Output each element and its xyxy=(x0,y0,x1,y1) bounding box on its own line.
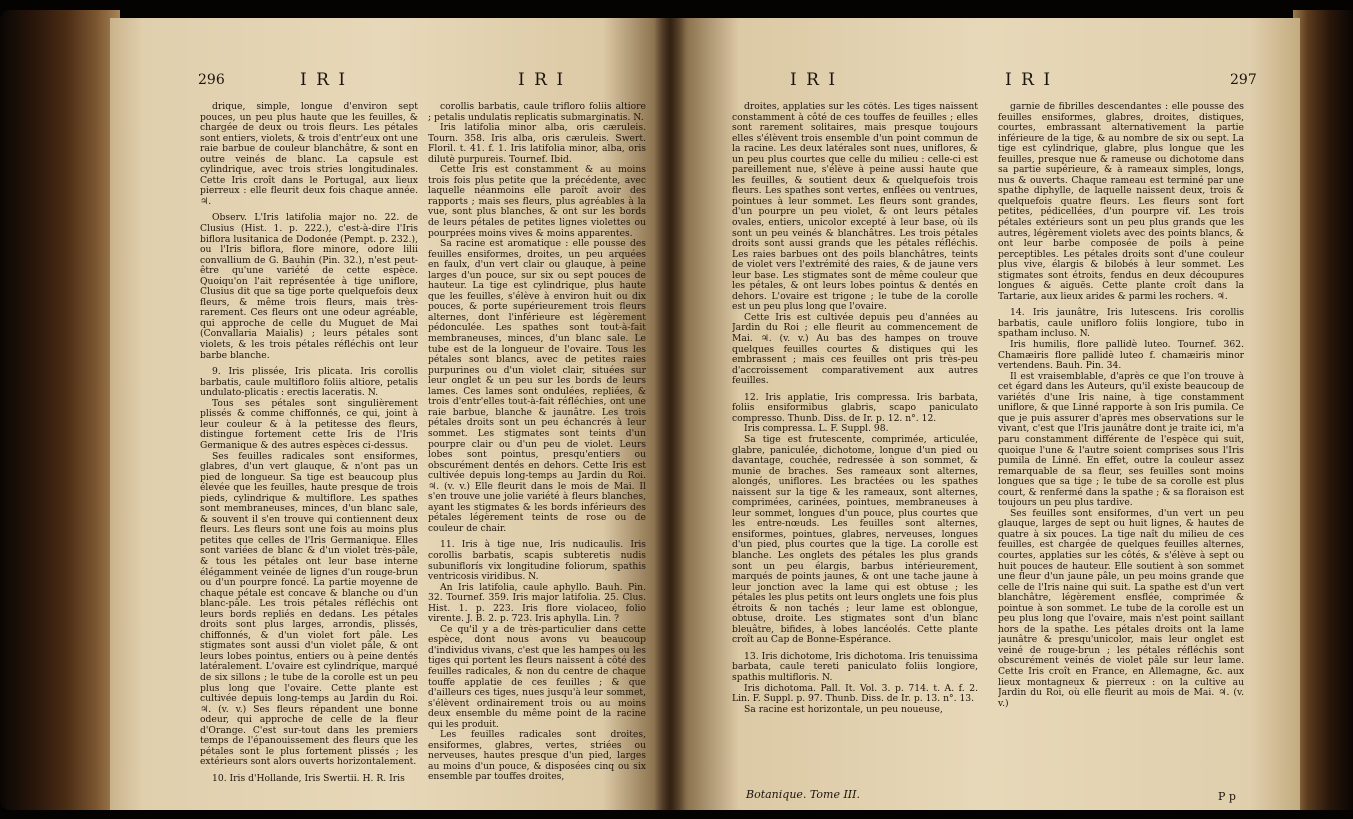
right-page xyxy=(670,18,1300,810)
text-column xyxy=(732,102,978,774)
text-column xyxy=(428,102,646,802)
paragraph: Ses feuilles radicales sont ensiformes, glabres, d'un vert glauque, & n'ont pas un pied de longueur. Sa tige est beaucoup plus élevée que les feuilles, haute presque de trois pieds, cylindrique & multiflore. Les spathes sont membraneuses, minces, d'un blanc sale, & souvent il s'en trouve qui contiennent deux fleurs. Les fleurs sont une fois au moins plus petites que celles de l'Iris Germanique. Elles sont variées de blanc & d'un violet très-pâle, & tous les pétales ont leur base interne élégamment veinée de lignes d'un rouge-brun ou d'un pourpre foncé. La partie moyenne de chaque pétale est concave & blanche ou d'un blanc-pâle. Les trois pétales réfléchis ont leurs bords repliés en dedans. Les pétales droits sont plus larges, arrondis, plissés, chiffonnés, & d'un violet fort pâle. Les stigmates sont aussi d'un violet pâle, & ont leurs lobes pointus, entiers ou à peine dentés latéralement. L'ovaire est cylindrique, marqué de six sillons ; le tube de la corolle est un peu plus long que l'ovaire. Cette plante est cultivée depuis long-temps au Jardin du Roi. ♃. (v. v.) Ses fleurs répandent une bonne odeur, qui approche de celle de la fleur d'Orange. C'est sur-tout dans les premiers temps de l'épanouissement des fleurs que les pétales sont le plus fortement plissés ; les extérieurs sont alors ouverts horizontalement. xyxy=(200,450,418,768)
paragraph: An Iris latifolia, caule aphyllo. Bauh. Pin. 32. Tournef. 359. Iris major latifolia. 25. Clus. Hist. 1. p. 223. Iris flore violaceo, folio virente. J. B. 2. p. 723. Iris aphylla. Lin. ? xyxy=(428,581,646,625)
paragraph: 12. Iris applatie, Iris compressa. Iris barbata, foliis ensiformibus glabris, scapo paniculato compresso. Thunb. Diss. de Ir. p. 12. n°. 12. xyxy=(732,391,978,424)
running-header: I R I xyxy=(790,70,838,90)
volume-footer: Botanique. Tome III. xyxy=(746,788,860,801)
paragraph: 14. Iris jaunâtre, Iris lutescens. Iris corollis barbatis, caule unifloro foliis longiore, tubo in spatham incluso. N. xyxy=(998,307,1244,340)
paragraph: 13. Iris dichotome, Iris dichotoma. Iris tenuissima barbata, caule tereti paniculato foliis longiore, spathis multifloris. N. xyxy=(732,650,978,683)
paragraph: 11. Iris à tige nue, Iris nudicaulis. Iris corollis barbatis, scapis subteretis nudis subuniflorís vix longitudine foliorum, spathis ventricosis viridibus. N. xyxy=(428,539,646,583)
text-column xyxy=(200,102,418,802)
paragraph: Sa racine est horizontale, un peu noueuse, xyxy=(744,703,943,715)
right-page-edges xyxy=(1293,10,1353,810)
paragraph: Ce qu'il y a de très-particulier dans cette espèce, dont nous avons vu beaucoup d'individus vivans, c'est que les hampes ou les tiges qui portent les fleurs naissent à côté des feuilles radicales, & non du centre de chaque touffe applatie de ces feuilles ; & que d'ailleurs ces tiges, nues jusqu'à leur sommet, s'élèvent ordinairement trois ou au moins deux ensemble du même point de la racine qui les produit. xyxy=(428,623,646,730)
paragraph: Iris compressa. L. F. Suppl. 98. xyxy=(744,423,889,435)
paragraph: Iris humilis, flore pallidè luteo. Tournef. 362. Chamæiris flore pallidè luteo f. chamæiris minor vertendens. Bauh. Pin. 34. xyxy=(998,339,1244,372)
paragraph: Observ. L'Iris latifolia major no. 22. de Clusius (Hist. 1. p. 222.), c'est-à-dire l'Iris biflora lusitanica de Dodonée (Pempt. p. 232.), ou l'Iris biflora, flore minore, odore lilii convallium de G. Bauhin (Pin. 32.), n'est peut-être qu'une variété de cette espèce. Quoiqu'on l'ait représentée à tige uniflore, Clusius dit que sa tige porte quelquefois deux fleurs, & même trois fleurs, mais très-rarement. Ces fleurs ont une odeur agréable, qui approche de celle du Muguet de Mai (Convallaria Maialis) ; leurs pétales sont violets, & les trois pétales réfléchis ont leur barbe blanche. xyxy=(200,212,418,361)
paragraph: Iris latifolia minor alba, oris cæruleis. Tourn. 358. Iris alba, oris cæruleis. Swert. Floril. t. 41. f. 1. Iris latifolia minor, alba, oris dilutè purpureis. Tournef. Ibid. xyxy=(428,122,646,165)
left-page xyxy=(110,18,670,810)
paragraph: Tous ses pétales sont singulièrement plissés & comme chiffonnés, ce qui, joint à leur couleur & à la petitesse des fleurs, distingue fortement cette Iris de l'Iris Germanique & des autres espèces ci-dessus. xyxy=(200,397,418,451)
text-column xyxy=(998,102,1244,774)
page-number: 296 xyxy=(198,72,225,88)
page-number: 297 xyxy=(1230,72,1257,88)
paragraph: Sa tige est frutescente, comprimée, articulée, glabre, paniculée, dichotome, longue d'un pied ou davantage, couchée, redressée à son sommet, & munie de braches. Ses rameaux sont alternes, alongés, uniflores. Les bractées ou les spathes naissent sur la tige & les rameaux, sont alternes, comprimées, carinées, pointues, membraneuses à leur sommet, longues d'un pouce, plus courtes que les entre-nœuds. Les feuilles sont alternes, ensiformes, pointues, glabres, nerveuses, longues d'un pied, plus courtes que la tige. La corolle est blanche. Les onglets des pétales les plus grands sont un peu élargis, barbus intérieurement, marqués de points jaunes, & ont une tache jaune à leur jonction avec la lame qui est obtuse ; les pétales les plus petits ont leurs onglets une fois plus étroits & non tachés ; leur lame est oblongue, obtuse, droite. Les stigmates sont d'un blanc bleuâtre, bifides, à lobes lancéolés. Cette plante croît au Cap de Bonne-Espérance. xyxy=(732,433,978,646)
paragraph: 9. Iris plissée, Iris plicata. Iris corollis barbatis, caule multifloro foliis altiore, petalis undulato-plicatis : erectis laceratis. N. xyxy=(200,366,418,399)
paragraph: Iris dichotoma. Pall. It. Vol. 3. p. 714. t. A. f. 2. Lin. F. Suppl. p. 97. Thunb. Diss. de Ir. p. 13. n°. 13. xyxy=(732,682,978,705)
paragraph: 10. Iris d'Hollande, Iris Swertii. H. R. Iris xyxy=(212,772,405,784)
book-gutter xyxy=(655,18,685,810)
paragraph: garnie de fibrilles descendantes : elle pousse des feuilles ensiformes, glabres, droites, distiques, courtes, embrassant alternativement la partie inférieure de la tige, & au nombre de six ou sept. La tige est cylindrique, glabre, plus longue que les feuilles, presque nue & rameuse ou dichotome dans sa partie supérieure, & à rameaux simples, longs, nus & ouverts. Chaque rameau est terminé par une spathe diphylle, de laquelle naissent deux, trois & quelquefois quatre fleurs. Les fleurs sont fort petites, pédicellées, d'un pourpre vif. Les trois pétales extérieurs sont un peu plus grands que les autres, légèrement violets avec des points blancs, & ont leur barbe composée de poils à peine perceptibles. Les pétales droits sont d'une couleur plus vive, élargis & bilobés à leur sommet. Les stigmates sont étroits, fendus en deux découpures longues & aiguës. Cette plante croît dans la Tartarie, aux lieux arides & parmi les rochers. ♃. xyxy=(998,102,1244,302)
signature-mark: P p xyxy=(1218,790,1236,803)
running-header: I R I xyxy=(1005,70,1053,90)
paragraph: Cette Iris est cultivée depuis peu d'années au Jardin du Roi ; elle fleurit au commencement de Mai. ♃. (v. v.) Au bas des hampes on trouve quelques feuilles courtes & distiques qui les embrassent ; mais ces feuilles ont pris très-peu d'accroissement comparativement aux autres feuilles. xyxy=(732,311,978,387)
paragraph: droites, applaties sur les côtés. Les tiges naissent constamment à côté de ces touffes de feuilles ; elles sont rarement solitaires, mais presque toujours elles s'élèvent trois ensemble d'un point commun de la racine. Les deux latérales sont nues, uniflores, & un peu plus courtes que celle du milieu : celle-ci est pareillement nue, s'élève à peine aussi haute que les feuilles, & soutient deux & quelquefois trois fleurs. Les spathes sont vertes, enflées ou ventrues, pointues à leur sommet. Les fleurs sont grandes, d'un pourpre un peu violet, & ont leurs pétales ovales, entiers, unicolor excepté à leur base, où ils sont un peu veinés & blanchâtres. Les trois pétales droits sont aussi grands que les pétales réfléchis. Les raies barbues ont des poils blanchâtres, teints de violet vers l'extrémité des raies, & de jaune vers leur base. Les stigmates sont de même couleur que les pétales, & ont leurs lobes pointus & dentés en dehors. L'ovaire est trigone ; le tube de la corolle est un peu plus long que l'ovaire. xyxy=(732,102,978,313)
paragraph: Il est vraisemblable, d'après ce que l'on trouve à cet égard dans les Auteurs, qu'il existe beaucoup de variétés d'une Iris naine, à tige constamment uniflore, & que Linné rapporte à son Iris pumila. Ce que je puis assurer d'après mes observations sur le vivant, c'est que l'Iris jaunâtre dont je traite ici, m'a paru constamment différente de l'espèce qui suit, quoique l'une & l'autre soient comprises sous l'Iris pumila de Linné. En effet, outre la couleur assez remarquable de sa fleur, ses feuilles sont moins longues que sa tige ; le tube de sa corolle est plus court, & renfermé dans la spathe ; & sa floraison est toujours un peu plus tardive. xyxy=(998,370,1244,509)
paragraph: Ses feuilles sont ensiformes, d'un vert un peu glauque, larges de sept ou huit lignes, & hautes de quatre à six pouces. La tige naît du milieu de ces feuilles, est chargée de quelques feuilles alternes, courtes, applaties sur les côtés, & s'élève à sept ou huit pouces de hauteur. Elle soutient à son sommet une fleur d'un jaune pâle, un peu moins grande que celle de l'Iris naine qui suit. La spathe est d'un vert blanchâtre, légèrement ensflée, comprimée & pointue à son sommet. Le tube de la corolle est un peu plus long que l'ovaire, mais n'est point saillant hors de la spathe. Les pétales droits ont la lame jaunâtre & presqu'unicolor, mais leur onglet est veiné de rouge-brun ; les pétales réfléchis sont obscurément veinés de violet pâle sur leur lame. Cette Iris croît en France, en Allemagne, &c. aux lieux montagneux & pierreux : on la cultive au Jardin du Roi, où elle fleurit au mois de Mai. ♃. (v. v.) xyxy=(998,507,1244,709)
paragraph: Cette Iris est constamment & au moins trois fois plus petite que la précédente, avec laquelle néanmoins elle paroît avoir des rapports ; mais ses fleurs, plus agréables à la vue, sont plus blanches, & ont sur les bords de leurs pétales de petites lignes violettes ou pourprées moins vives & moins apparentes. xyxy=(428,164,646,239)
paragraph: drique, simple, longue d'environ sept pouces, un peu plus haute que les feuilles, & chargée de deux ou trois fleurs. Les pétales sont entiers, violets, & trois d'entr'eux ont une raie barbue de couleur blanchâtre, & sont en outre veinés de blanc. La capsule est cylindrique, avec trois stries longitudinales. Cette Iris croît dans le Portugal, aux lieux pierreux : elle fleurit deux fois chaque année. ♃. xyxy=(200,102,418,207)
running-header: I R I xyxy=(300,70,348,90)
running-header: I R I xyxy=(518,70,566,90)
paragraph: Les feuilles radicales sont droites, ensiformes, glabres, vertes, striées ou nerveuses, hautes presque d'un pied, larges au moins d'un pouce, & disposées cinq ou six ensemble par touffes droites, xyxy=(428,729,646,783)
paragraph: corollis barbatis, caule triflorо foliis altiore ; petalis undulatis replicatis submarginatis. N. xyxy=(428,102,646,123)
paragraph: Sa racine est aromatique : elle pousse des feuilles ensiformes, droites, un peu arquées en faulx, d'un vert clair ou glauque, à peine larges d'un pouce, sur six ou sept pouces de hauteur. La tige est cylindrique, plus haute que les feuilles, s'élève à environ huit ou dix pouces, & porte supérieurement trois fleurs alternes, dont l'inférieure est légèrement pédonculée. Les spathes sont tout-à-fait membraneuses, minces, d'un blanc sale. Le tube est de la longueur de l'ovaire. Tous les pétales sont blancs, avec de petites raies purpurines ou d'un violet clair, situées sur leur onglet & un peu sur les bords de leurs lames. Ces lames sont ondulées, repliées, & trois d'entr'elles tout-à-fait réfléchies, ont une raie barbue, blanche & jaunâtre. Les trois pétales droits sont un peu échancrés à leur sommet. Les stigmates sont teints d'un pourpre clair ou d'un peu de violet. Leurs lobes sont pointus, presqu'entiers ou obscurément dentés en dehors. Cette Iris est cultivée depuis long-temps au Jardin du Roi. ♃. (v. v.) Elle fleurit dans le mois de Mai. Il s'en trouve une jolie variété à fleurs blanches, ayant les stigmates & les bords inférieurs des pétales légèrement teints de rose ou de couleur de chair. xyxy=(428,238,646,534)
left-page-edges xyxy=(0,10,120,810)
